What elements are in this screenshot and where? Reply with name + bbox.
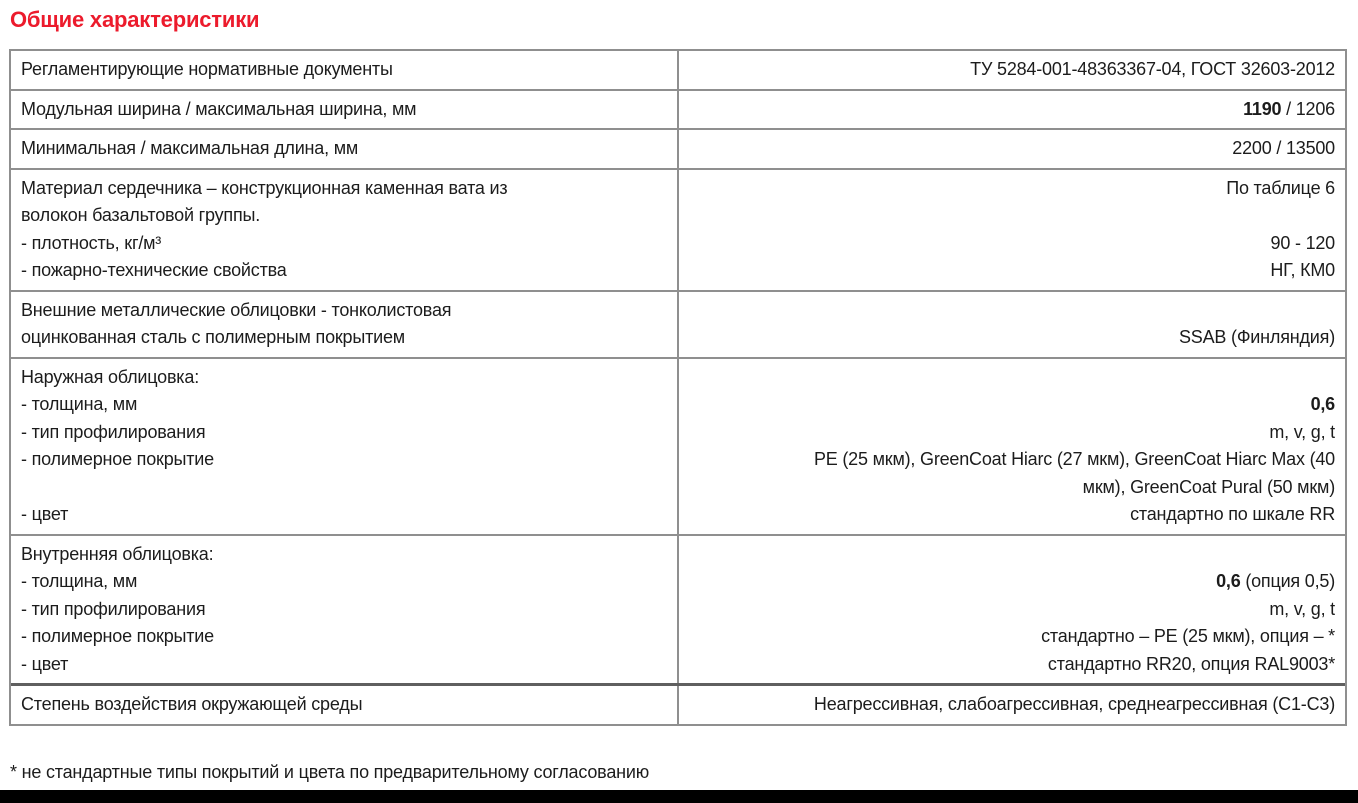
row-outer-facing	[11, 357, 1345, 534]
spec-value-line: стандартно по шкале RR	[1130, 504, 1335, 524]
spec-value-line-blank	[689, 541, 1335, 569]
spec-value-cell	[677, 170, 1345, 290]
spec-value-line: PE (25 мкм), GreenCoat Hiarc (27 мкм), GreenCoat Hiarc Max (40	[813, 449, 1335, 469]
footnote: * не стандартные типы покрытий и цвета по предварительному согласованию	[10, 762, 650, 782]
spec-label-line: Модульная ширина / максимальная ширина, мм	[21, 98, 417, 119]
row-regulatory-documents	[11, 51, 1345, 89]
spec-value-line-blank	[689, 202, 1335, 230]
spec-label-line-blank	[21, 474, 667, 502]
spec-value-line: мкм), GreenCoat Pural (50 мкм)	[1082, 476, 1335, 497]
spec-value-line: SSAB (Финляндия)	[1179, 327, 1335, 347]
spec-label-line: - тип профилирования	[21, 598, 206, 619]
spec-label-line: - цвет	[21, 504, 69, 524]
row-modular-width	[11, 89, 1345, 129]
spec-value-line: m, v, g, t	[1269, 421, 1335, 442]
specs-table	[9, 49, 1347, 726]
value-rest: (опция 0,5)	[1240, 571, 1335, 591]
spec-value-cell	[677, 130, 1345, 168]
row-environment-exposure	[11, 683, 1345, 724]
spec-label-line: - тип профилирования	[21, 421, 206, 442]
spec-label-cell	[11, 170, 677, 290]
bold-value: 1190	[1243, 98, 1282, 119]
page-title: Общие характеристики	[10, 7, 260, 32]
spec-label-line: - плотность, кг/м³	[21, 232, 162, 253]
spec-label-line: Минимальная / максимальная длина, мм	[21, 138, 359, 158]
spec-label-line: Наружная облицовка:	[21, 366, 199, 387]
row-inner-facing	[11, 534, 1345, 684]
spec-label-cell	[11, 292, 677, 357]
spec-value-line	[689, 391, 1335, 419]
spec-label-line: - пожарно-технические свойства	[21, 260, 287, 280]
spec-value-line: Неагрессивная, слабоагрессивная, среднеагрессивная (С1-С3)	[813, 694, 1335, 714]
spec-label-cell	[11, 51, 677, 89]
bold-value: 0,6	[1216, 571, 1241, 591]
spec-label-cell	[11, 359, 677, 534]
spec-label-line: Материал сердечника – конструкционная каменная вата из	[21, 177, 508, 198]
spec-label-line: - толщина, мм	[21, 571, 138, 591]
spec-label-line: - полимерное покрытие	[21, 449, 214, 469]
spec-label-line: оцинкованная сталь с полимерным покрытием	[21, 327, 405, 347]
spec-label-cell	[11, 91, 677, 129]
spec-value-line	[689, 96, 1335, 124]
spec-value-line: стандартно RR20, опция RAL9003*	[1047, 653, 1335, 674]
spec-label-line: - полимерное покрытие	[21, 626, 214, 646]
spec-value-cell	[677, 51, 1345, 89]
spec-value-line-blank	[689, 297, 1335, 325]
spec-value-cell	[677, 359, 1345, 534]
spec-value-line	[689, 568, 1335, 596]
spec-value-cell	[677, 536, 1345, 684]
bottom-black-bar	[0, 790, 1358, 803]
spec-value-cell	[677, 91, 1345, 129]
spec-value-line-blank	[689, 364, 1335, 392]
spec-value-line: 2200 / 13500	[1232, 138, 1335, 158]
spec-value-cell	[677, 292, 1345, 357]
spec-label-line: - толщина, мм	[21, 394, 138, 414]
spec-label-line: Внутренняя облицовка:	[21, 543, 214, 564]
spec-value-line: 90 - 120	[1270, 232, 1335, 253]
row-outer-claddings-steel	[11, 290, 1345, 357]
spec-value-line: ТУ 5284-001-48363367-04, ГОСТ 32603-2012	[970, 59, 1335, 79]
spec-label-cell	[11, 686, 677, 724]
row-core-material	[11, 168, 1345, 290]
spec-value-line: По таблице 6	[1226, 177, 1335, 198]
bold-value: 0,6	[1310, 394, 1335, 414]
row-min-max-length	[11, 128, 1345, 168]
spec-label-line: - цвет	[21, 653, 69, 674]
value-rest: / 1206	[1281, 98, 1335, 119]
spec-label-cell	[11, 130, 677, 168]
spec-value-cell	[677, 686, 1345, 724]
spec-value-line: стандартно – PE (25 мкм), опция – *	[1041, 626, 1335, 646]
spec-label-cell	[11, 536, 677, 684]
spec-label-line: Степень воздействия окружающей среды	[21, 694, 363, 714]
spec-value-line: m, v, g, t	[1269, 598, 1335, 619]
spec-label-line: Внешние металлические облицовки - тонколистовая	[21, 299, 452, 320]
spec-value-line: НГ, КМ0	[1270, 260, 1335, 280]
spec-label-line: Регламентирующие нормативные документы	[21, 59, 393, 79]
spec-label-line: волокон базальтовой группы.	[21, 205, 261, 225]
